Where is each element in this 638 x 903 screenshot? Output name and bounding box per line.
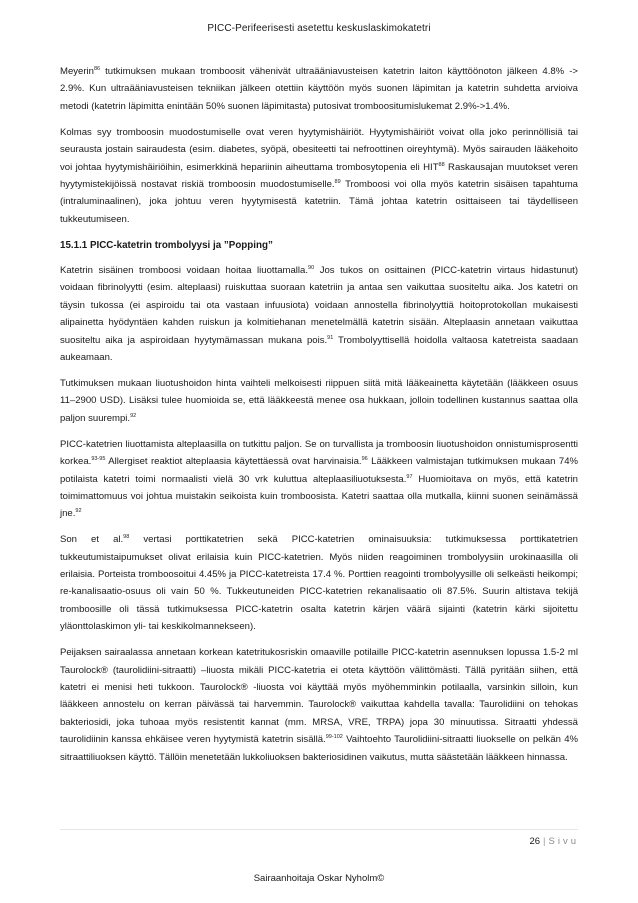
- page-number: [529, 836, 579, 847]
- text: Jos tukos on osittainen (PICC-katetrin virtaus hidastunut) voidaan fibrinolyytti (esim. alteplaasi) ruiskuttaa suoraan katetriin ja antaa sen vaikuttaa suositeltu aika. Jos katetri on täysin tukossa (ei aspiroidu tai ota vastaan infuusiota) voidaan annostella fibrinolyyttiä hoitoprotokollan mukaisesti alipainetta hyödyntäen kahden ruiskun ja kolmitiehanan menetelmällä katetrin sisään. Alteplaasin annetaan vaikuttaa suositeltu aika ja aspiroidaan hyytymämassan mukana pois.: [60, 265, 578, 346]
- text: Peijaksen sairaalassa annetaan korkean katetritukosriskin omaaville potilaille PICC-katetrin asennuksen lopussa 1.5-2 ml Taurolock® (taurolidiini-sitraatti) –liuosta mikäli PICC-katetria ei oteta käyttöön välittömästi. Tällä pyritään siihen, että katetri ei menisi heti tukkoon. Taurolock® -liuosta voi käyttää myös myöhemminkin potilaalla, varsinkin silloin, kun lääkkeen annostelu on kerran päivässä tai harvemmin. Taurolock® vaikuttaa kahdella tavalla: Taurolidiini on tehokas bakteriosidi, joka tuhoaa myös resistentit kannat (mm. MRSA, VRE, TRPA) jopa 30 minuutissa. Sitraatti yhdessä taurolidiinin kanssa ehkäisee veren hyytymistä katetrin sisällä.: [60, 647, 578, 746]
- paragraph-taurolock: [60, 644, 578, 766]
- reference-superscript: 88: [438, 161, 445, 168]
- footer-divider: [60, 829, 578, 830]
- text: Lääkkeen valmistajan tutkimuksen mukaan 74% potilaista katetri toimi normaalisti vielä 30 vrk kuluttua alteplaasiliuotuksesta.: [60, 456, 578, 485]
- text: Kolmas syy tromboosin muodostumiselle ovat veren hyytymishäiriöt. Hyytymishäiriöt voivat olla joko perinnöllisiä tai seurausta jostain sairaudesta (esim. diabetes, syöpä, obesiteetti tai nefroottinen oireyhtymä). Myös sairauden lääkehoito voi johtaa hyytymishäiriöihin, esimerkkinä hepariinin aiheuttama trombosytopenia eli HIT: [60, 126, 578, 173]
- page-footer: Sairaanhoitaja Oskar Nyholm©: [253, 873, 385, 884]
- page-number-separator: |: [543, 836, 546, 847]
- paragraph-thrombolysis: [60, 262, 578, 366]
- page-label: Sivu: [548, 836, 579, 847]
- text: Vaihtoehto Taurolidiini-sitraatti liuokselle on pelkän 4% sitraattiliuoksen käyttö. Tällöin menetetään lukkoliuoksen bakteriosidinen vaikutus, mutta säästetään lääkkeen hinnassa.: [60, 734, 578, 763]
- text: tutkimuksen mukaan tromboosit vähenivät ultraääniavusteisen katetrin laiton käyttöönoton jälkeen 4.8% -> 2.9%. Kun ultraääniavusteisen tekniikan jälkeen otettiin käyttöön myös suonen läpimitan ja katetrin suhdetta arvioiva metodi (katetrin läpimitta enintään 50% suonen läpimitasta) putosivat tromboositumislukemat 2.9%->1.4%.: [60, 66, 578, 112]
- text: Trombolyyttisellä hoidolla valtaosa katetreista saadaan aukeamaan.: [60, 334, 578, 364]
- page-content: [60, 63, 578, 775]
- reference-superscript: 96: [361, 455, 368, 462]
- text: Son et al.: [60, 534, 124, 546]
- text: Katetrin sisäinen tromboosi voidaan hoitaa liuottamalla.: [60, 265, 309, 277]
- paragraph-clotting-disorders: [60, 124, 578, 228]
- text: Huomioitava on myös, että katetrin toimimattomuus voi johtua muistakin seikoista kuin tromboosista. Katetri saattaa olla mutkalla, kiinni suonen seinämässä jne.: [60, 473, 578, 520]
- reference-superscript: 90: [308, 264, 315, 271]
- reference-superscript: 93-95: [91, 455, 106, 462]
- paragraph-cost: [60, 375, 578, 427]
- reference-superscript: 98: [123, 534, 130, 541]
- text: vertasi porttikatetrien sekä PICC-katetrien ominaisuuksia: tutkimuksessa porttikatetrien tukkeutumistaipumukset olivat erilaisia kuin PICC-katetrien. Myös niiden reagoiminen trombolyysiin urokinaasilla oli erilaisia. Porteista tromboosoitui 4.45% ja PICC-katetreista 17.4 %. Porttien reagointi trombolyysille oli selkeästi heikompi; re-kanalisaatio-osuus oli vain 50 %. Tukkeutuneiden PICC-katetrien rekanalisaatio oli 87.5%. Suurin altistava tekijä tromboosille oli tässä tutkimuksessa PICC-katetrin osalta katetrin kärjen väärä sijainti (katetrin kärki sijoitettu yläonttolaskimon yli- tai keskikolmannekseen).: [60, 534, 578, 633]
- text: Tromboosi voi olla myös katetrin sisäisen tapahtuma (intraluminaalinen), joka johtuu veren hyytymisestä katetriin. Tämä johtaa katetrin osittaiseen tai täydelliseen tukkeutumiseen.: [60, 178, 578, 225]
- paragraph-meyer-study: [60, 63, 578, 115]
- text: PICC-katetrien liuottamista alteplaasilla on tutkittu paljon. Se on turvallista ja tromboosin liuotushoidon onnistumisprosentti korkea.: [60, 438, 578, 468]
- reference-superscript: 92: [130, 412, 137, 419]
- reference-superscript: 97: [406, 473, 413, 480]
- text: Tutkimuksen mukaan liuotushoidon hinta vaihteli melkoisesti riippuen siitä mitä lääkeainetta käytetään (lääkkeen osuus 11–2900 USD). Lisäksi tulee huomioida se, että lääkkeestä menee osa hukkaan, jolloin todellinen kustannus saattaa olla paljon suurempi.: [60, 378, 578, 424]
- text: Meyerin: [60, 66, 94, 77]
- section-heading: 15.1.1 PICC-katetrin trombolyysi ja ”Popping”: [60, 239, 273, 251]
- paragraph-alteplase: [60, 436, 578, 523]
- text: Allergiset reaktiot alteplaasia käytettäessä ovat harvinaisia.: [105, 456, 362, 468]
- page-number-value: 26: [529, 836, 541, 847]
- reference-superscript: 92: [75, 508, 82, 515]
- page-header: PICC-Perifeerisesti asetettu keskuslaskimokatetri: [207, 23, 431, 34]
- text: Raskausajan muutokset veren hyytymistekijöissä nostavat riskiä tromboosin muodostumiselle.: [60, 161, 578, 190]
- reference-superscript: 89: [334, 178, 341, 185]
- reference-superscript: 99-102: [325, 734, 343, 741]
- reference-superscript: 91: [327, 334, 334, 341]
- paragraph-son-study: [60, 531, 578, 635]
- reference-superscript: 86: [93, 65, 101, 72]
